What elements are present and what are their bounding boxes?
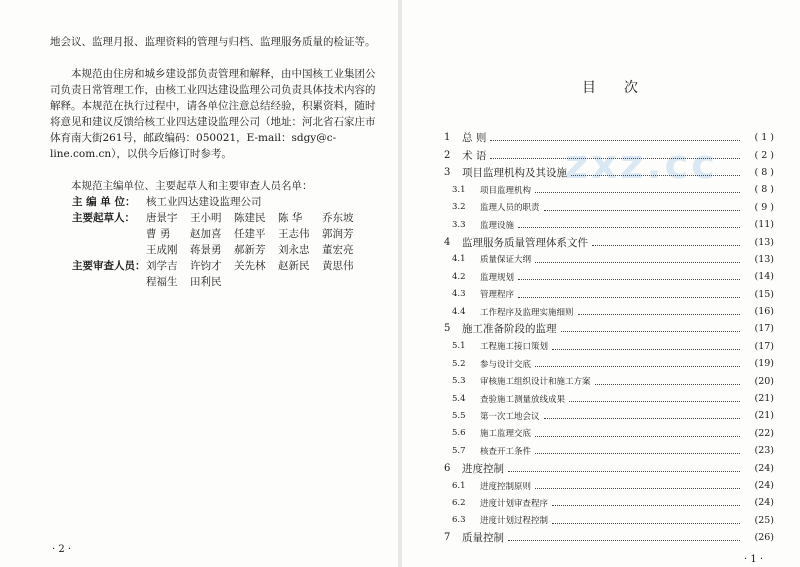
toc-entry[interactable] — [444, 146, 774, 163]
toc-entry-page: (26) — [754, 532, 774, 544]
toc-entry-title: 监理设施 — [480, 220, 515, 231]
toc-entry-title: 监理规划 — [480, 272, 515, 283]
toc-entry-number: 4.3 — [452, 289, 466, 300]
reviewer-name: 许钧才 — [190, 260, 222, 272]
toc-entry-page: ( 9 ) — [754, 201, 774, 213]
drafter-name: 蒋景勇 — [190, 244, 222, 256]
toc-leader-dots — [552, 523, 740, 524]
toc-entry-title: 进度控制原则 — [480, 481, 532, 492]
reviewers-line-1 — [146, 258, 366, 274]
toc-entry-number: 5.1 — [452, 341, 466, 352]
toc-entry-number: 3.1 — [452, 184, 466, 195]
toc-entry-title: 工作程序及监理实施细则 — [480, 307, 574, 318]
reviewer-name: 黄思伟 — [322, 260, 354, 272]
drafters-line-2 — [146, 226, 366, 242]
toc-entry-page: (24) — [754, 497, 774, 509]
staff-list — [72, 194, 366, 290]
toc-entry[interactable] — [444, 268, 774, 285]
paragraph-2: 本规范由住房和城乡建设部负责管理和解释，由中国核工业集团公司负责日常管理工作，由核工业四达建设监理公司负责具体技术内容的解释。本规范在执行过程中，请各单位注意总结经验，积累资料，随时将意见和建议反馈给核工业四达建设监理公司（地址：河北省石家庄市体育南大街261号，邮政编码：050021，E-mail：sdgy@c-line.com.cn），以供今后修订时参考。 — [50, 68, 376, 160]
toc-entry[interactable] — [444, 355, 774, 372]
toc-entry-title: 术 语 — [462, 149, 487, 162]
drafter-name: 陈建民 — [234, 212, 266, 224]
toc-entry[interactable] — [444, 129, 774, 146]
toc-entry-number: 5.4 — [452, 393, 466, 404]
toc-entry-number: 5.7 — [452, 445, 466, 456]
toc-leader-dots — [578, 314, 740, 315]
toc-leader-dots — [535, 192, 740, 193]
toc-entry-number: 5.5 — [452, 410, 466, 421]
toc-entry-title: 监理人员的职责 — [480, 203, 540, 214]
drafter-name: 王成刚 — [146, 244, 178, 256]
page-number-left: · 2 · — [52, 544, 72, 555]
toc-leader-dots — [490, 158, 740, 159]
drafter-name: 陈 华 — [278, 212, 303, 224]
toc-entry-page: (24) — [754, 480, 774, 491]
toc-entry[interactable] — [444, 442, 774, 459]
toc-entry[interactable] — [444, 233, 774, 250]
toc-leader-dots — [552, 349, 740, 350]
toc-entry-number: 3 — [444, 166, 451, 178]
toc-leader-dots — [518, 227, 740, 228]
toc-entry[interactable] — [444, 512, 774, 529]
toc-leader-dots — [535, 436, 740, 437]
toc-entry-title: 进度计划审查程序 — [480, 498, 549, 509]
toc-title-char-2: 次 — [624, 80, 640, 96]
drafter-name: 王志伟 — [278, 228, 310, 240]
toc-leader-dots — [569, 401, 740, 402]
toc-entry-page: ( 8 ) — [754, 184, 774, 196]
paragraph-3: 本规范主编单位、主要起草人和主要审查人员名单： — [71, 180, 313, 192]
toc-entry-number: 4.4 — [452, 306, 466, 317]
page-number-right: · 1 · — [744, 554, 764, 565]
toc-entry[interactable] — [444, 338, 774, 355]
toc-entry-page: (23) — [754, 445, 774, 457]
toc-entry-title: 施工准备阶段的监理 — [462, 323, 557, 336]
table-of-contents — [444, 129, 774, 546]
toc-entry-title: 第一次工地会议 — [480, 411, 540, 422]
toc-entry-page: (19) — [754, 358, 774, 370]
toc-leader-dots — [571, 175, 740, 176]
toc-entry-number: 4 — [444, 236, 451, 248]
toc-entry-number: 7 — [444, 532, 451, 544]
toc-entry-title: 监理服务质量管理体系文件 — [462, 236, 588, 249]
chief-unit-label: 主 编 单 位： — [72, 196, 136, 208]
toc-entry[interactable] — [444, 407, 774, 424]
toc-entry[interactable] — [444, 303, 774, 320]
toc-entry-title: 进度计划过程控制 — [480, 516, 549, 527]
toc-leader-dots — [535, 453, 740, 454]
toc-entry-title: 审核施工组织设计和施工方案 — [480, 377, 591, 388]
toc-leader-dots — [552, 505, 740, 506]
paragraph-1: 地会议、监理月报、监理资料的管理与归档、监理服务质量的检证等。 — [50, 36, 376, 48]
toc-entry-number: 3.2 — [452, 202, 466, 213]
toc-entry[interactable] — [444, 164, 774, 181]
reviewers-row — [72, 258, 366, 274]
toc-entry-number: 6.1 — [452, 480, 466, 491]
reviewers-line-2 — [146, 274, 366, 290]
toc-entry-page: (17) — [754, 323, 774, 335]
toc-entry-title: 管理程序 — [480, 290, 515, 301]
toc-entry-title: 项目监理机构及其设施 — [462, 166, 567, 179]
toc-entry-page: (16) — [754, 306, 774, 318]
drafters-row — [72, 210, 366, 226]
toc-leader-dots — [592, 245, 740, 246]
toc-entry-page: (15) — [754, 288, 774, 300]
toc-entry[interactable] — [444, 251, 774, 268]
toc-entry-number: 5 — [444, 323, 451, 335]
toc-entry-number: 4.1 — [452, 254, 466, 265]
toc-entry-title: 总 则 — [462, 132, 487, 145]
reviewer-name: 关先林 — [234, 260, 266, 272]
toc-leader-dots — [518, 279, 740, 280]
toc-entry-title: 参与设计交底 — [480, 359, 532, 370]
toc-entry-number: 6.2 — [452, 497, 466, 508]
toc-title — [582, 77, 640, 97]
toc-entry[interactable] — [444, 459, 774, 476]
toc-entry-number: 4.2 — [452, 271, 466, 282]
toc-leader-dots — [535, 488, 740, 489]
toc-entry-page: (14) — [754, 271, 774, 283]
toc-entry-number: 1 — [444, 132, 451, 144]
reviewer-name: 赵新民 — [278, 260, 310, 272]
toc-leader-dots — [544, 418, 740, 419]
toc-entry[interactable] — [444, 529, 774, 546]
reviewer-name: 刘学吉 — [146, 260, 178, 272]
toc-entry-page: (21) — [754, 393, 774, 405]
toc-entry[interactable] — [444, 320, 774, 337]
toc-entry-page: (20) — [754, 375, 774, 387]
drafter-name: 王小明 — [190, 212, 222, 224]
toc-entry-number: 2 — [444, 149, 451, 161]
drafter-name: 郭润芳 — [322, 228, 354, 240]
drafter-name: 刘永忠 — [278, 244, 310, 256]
toc-entry-number: 6 — [444, 462, 451, 474]
toc-entry-title: 工程施工接口策划 — [480, 342, 549, 353]
chief-unit-row — [72, 194, 366, 210]
toc-entry-title: 质量控制 — [462, 532, 504, 545]
toc-entry-title: 查验施工测量放线成果 — [480, 394, 566, 405]
toc-entry[interactable] — [444, 199, 774, 216]
toc-entry[interactable] — [444, 494, 774, 511]
toc-entry-page: (24) — [754, 462, 774, 474]
toc-leader-dots — [518, 297, 740, 298]
toc-title-char-1: 目 — [582, 80, 598, 96]
toc-entry-page: ( 1 ) — [754, 132, 774, 144]
toc-entry-title: 进度控制 — [462, 462, 504, 475]
toc-entry-page: ( 8 ) — [754, 166, 774, 178]
drafter-name: 任建平 — [234, 228, 266, 240]
drafters-line-1 — [146, 210, 366, 226]
watermark: zxz.cc — [565, 142, 718, 188]
toc-entry-title: 项目监理机构 — [480, 185, 532, 196]
drafter-name: 唐景宇 — [146, 212, 178, 224]
toc-leader-dots — [490, 140, 740, 141]
toc-entry-page: (13) — [754, 253, 774, 265]
toc-entry-number: 6.3 — [452, 515, 466, 526]
toc-entry-number: 5.6 — [452, 428, 466, 439]
toc-leader-dots — [508, 471, 740, 472]
drafter-name: 乔东坡 — [322, 212, 354, 224]
chief-unit-value: 核工业四达建设监理公司 — [146, 196, 262, 208]
toc-entry-title: 核查开工条件 — [480, 446, 532, 457]
drafter-name: 董宏亮 — [322, 244, 354, 256]
toc-entry-page: (17) — [754, 340, 774, 352]
toc-entry[interactable] — [444, 216, 774, 233]
reviewer-name: 程福生 — [146, 276, 178, 288]
toc-entry-number: 3.3 — [452, 219, 466, 230]
toc-entry-page: ( 2 ) — [754, 149, 774, 161]
drafter-name: 赵加喜 — [190, 228, 222, 240]
toc-entry-page: (25) — [754, 514, 774, 526]
drafter-name: 曹 勇 — [146, 228, 171, 240]
toc-leader-dots — [544, 210, 740, 211]
toc-leader-dots — [535, 366, 740, 367]
toc-entry[interactable] — [444, 286, 774, 303]
toc-entry-title: 施工监理交底 — [480, 429, 532, 440]
toc-leader-dots — [561, 331, 741, 332]
toc-entry-number: 5.3 — [452, 376, 466, 387]
reviewers-label: 主要审查人员： — [72, 260, 146, 272]
toc-entry[interactable] — [444, 390, 774, 407]
toc-entry[interactable] — [444, 181, 774, 198]
toc-leader-dots — [508, 540, 740, 541]
toc-entry-number: 5.2 — [452, 358, 466, 369]
reviewer-name: 田利民 — [190, 276, 222, 288]
toc-entry-title: 质量保证大纲 — [480, 255, 532, 266]
drafters-line-3 — [146, 242, 366, 258]
toc-entry[interactable] — [444, 372, 774, 389]
drafters-label: 主要起草人： — [72, 212, 135, 224]
toc-entry[interactable] — [444, 425, 774, 442]
toc-leader-dots — [595, 384, 740, 385]
toc-entry-page: (22) — [754, 427, 774, 439]
drafter-name: 郝新芳 — [234, 244, 266, 256]
toc-entry-page: (11) — [754, 219, 774, 231]
toc-entry[interactable] — [444, 477, 774, 494]
toc-leader-dots — [535, 262, 740, 263]
toc-entry-page: (21) — [754, 410, 774, 422]
toc-entry-page: (13) — [754, 236, 774, 248]
